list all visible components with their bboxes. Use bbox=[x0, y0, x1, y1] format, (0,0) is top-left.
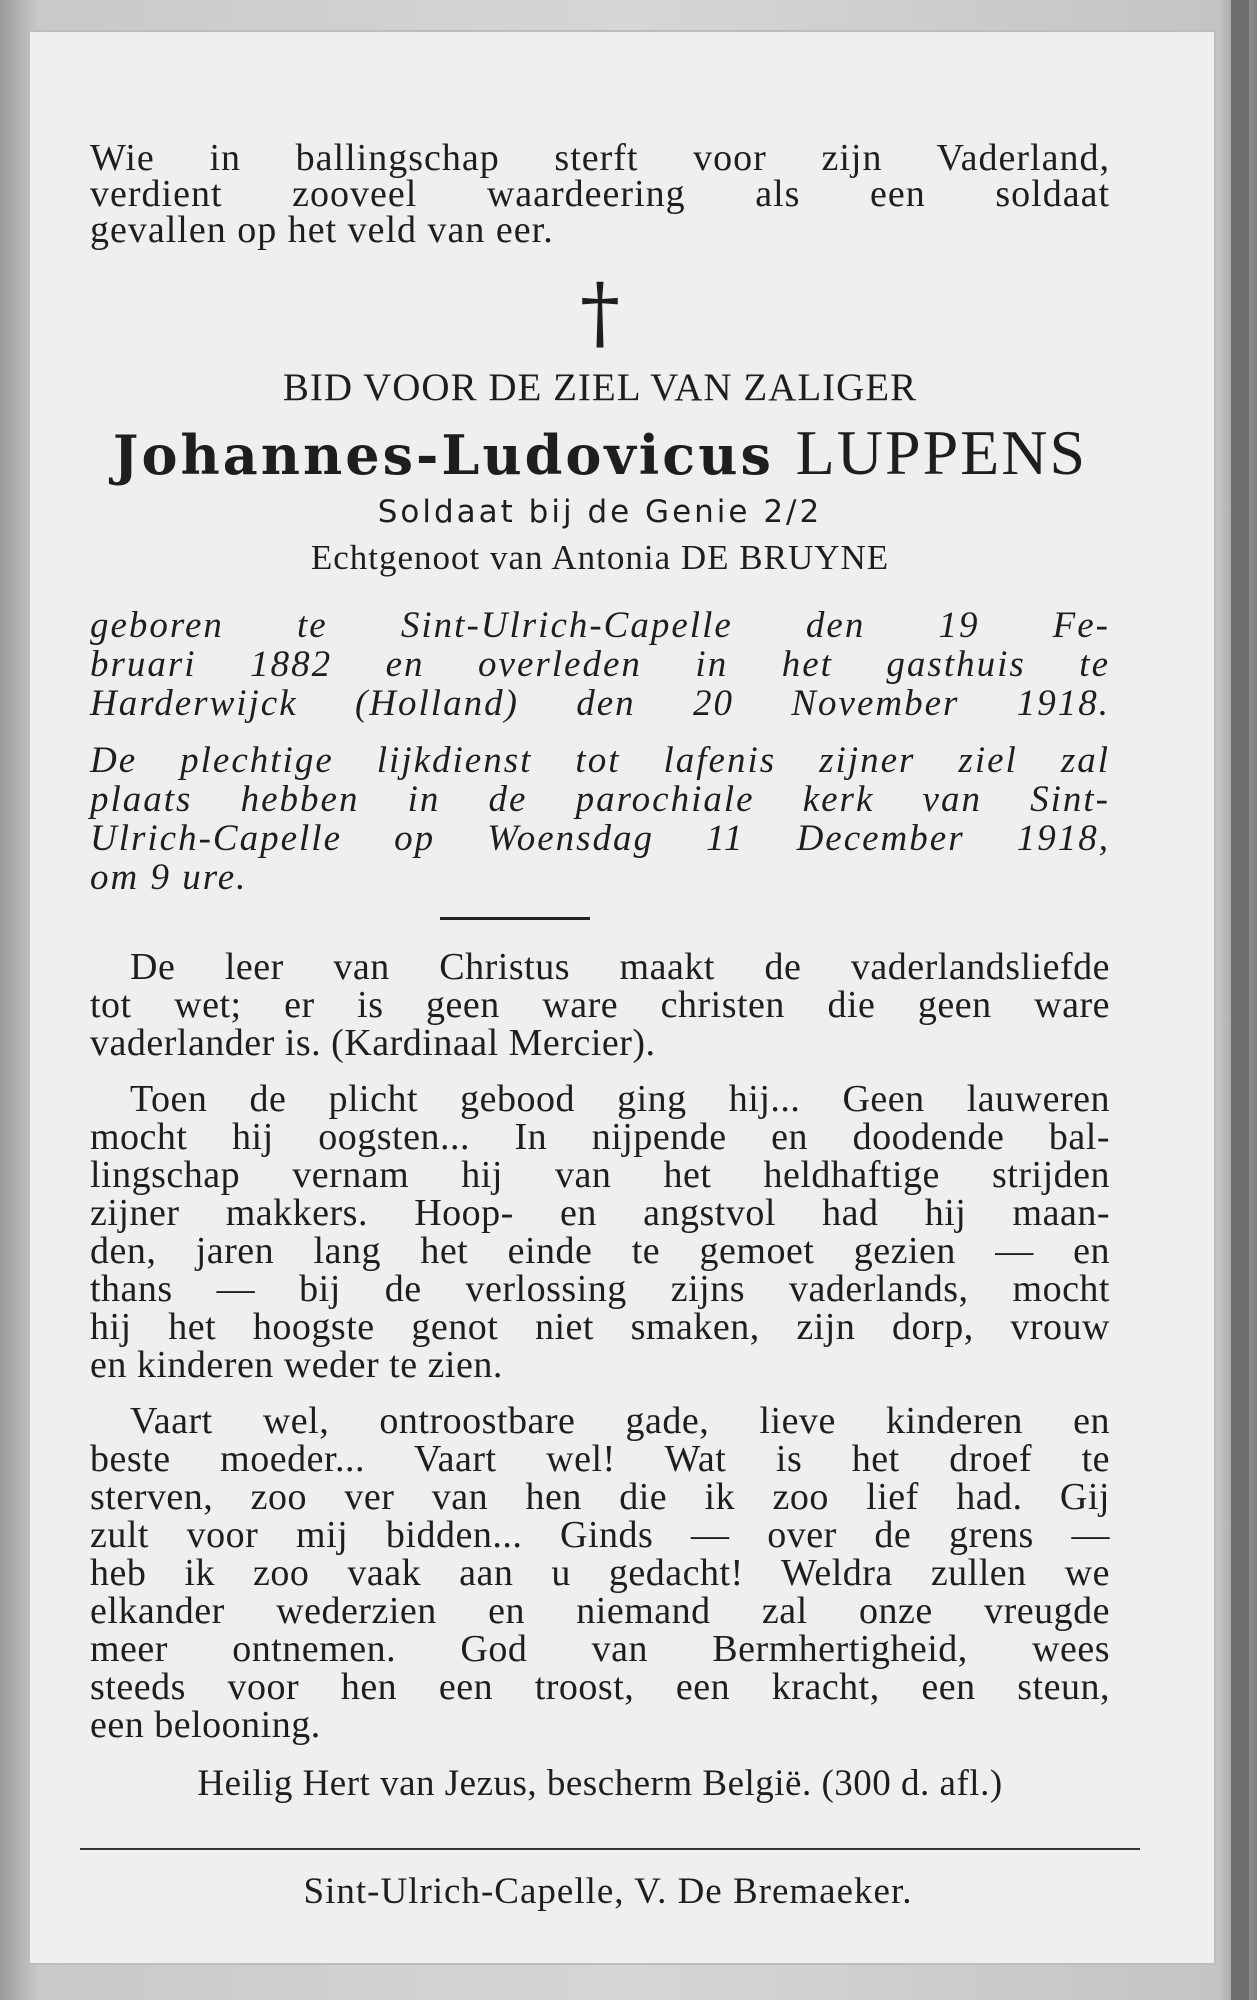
quote-paragraph bbox=[90, 948, 1110, 1062]
duty-line: en kinderen weder te zien. bbox=[90, 1344, 503, 1386]
military-rank: Soldaat bij de Genie 2/2 bbox=[377, 494, 823, 530]
farewell-line: elkander wederzien en niemand zal onze vreugde bbox=[90, 1590, 1110, 1632]
prayer-heading: BID VOOR DE ZIEL VAN ZALIGER bbox=[282, 366, 918, 409]
farewell-line: een belooning. bbox=[90, 1704, 321, 1746]
service-line: De plechtige lijkdienst tot lafenis zijner ziel zal bbox=[90, 740, 1110, 781]
duty-line: thans — bij de verlossing zijns vaderlands, mocht bbox=[90, 1268, 1110, 1310]
farewell-line: heb ik zoo vaak aan u gedacht! Weldra zullen we bbox=[90, 1552, 1110, 1594]
card-content bbox=[90, 137, 1110, 1805]
quote-line: vaderlander is. (Kardinaal Mercier). bbox=[90, 1022, 656, 1064]
duty-line: mocht hij oogsten... In nijpende en doodende bal- bbox=[90, 1116, 1110, 1158]
farewell-line: beste moeder... Vaart wel! Wat is het droef te bbox=[90, 1438, 1110, 1480]
cross-icon: † bbox=[580, 266, 620, 359]
service-line: Ulrich-Capelle op Woensdag 11 December 1918, bbox=[90, 818, 1110, 859]
birth-line: bruari 1882 en overleden in het gasthuis te bbox=[90, 644, 1110, 685]
birth-death-text bbox=[90, 606, 1110, 723]
first-names: Johannes-Ludovicus bbox=[112, 423, 774, 487]
quote-line: tot wet; er is geen ware christen die geen ware bbox=[90, 984, 1110, 1026]
deceased-name bbox=[90, 416, 1110, 490]
service-line: om 9 ure. bbox=[90, 857, 248, 898]
scan-edge bbox=[1231, 0, 1249, 2000]
duty-line: hij het hoogste genot niet smaken, zijn dorp, vrouw bbox=[90, 1306, 1110, 1348]
bottom-divider bbox=[80, 1848, 1140, 1850]
surname: LUPPENS bbox=[795, 417, 1088, 488]
printer-imprint: Sint-Ulrich-Capelle, V. De Bremaeker. bbox=[303, 1871, 913, 1912]
farewell-line: sterven, zoo ver van hen die ik zoo lief had. Gij bbox=[90, 1476, 1110, 1518]
spouse-line: Echtgenoot van Antonia DE BRUYNE bbox=[310, 538, 890, 577]
quote-line: De leer van Christus maakt de vaderlandsliefde bbox=[130, 946, 1110, 988]
farewell-paragraph bbox=[90, 1402, 1110, 1744]
birth-line: geboren te Sint-Ulrich-Capelle den 19 Fe- bbox=[90, 605, 1110, 646]
duty-line: lingschap vernam hij van het heldhaftige strijden bbox=[90, 1154, 1110, 1196]
duty-line: Toen de plicht gebood ging hij... Geen lauweren bbox=[130, 1078, 1110, 1120]
farewell-line: steeds voor hen een troost, een kracht, een steun, bbox=[90, 1666, 1110, 1708]
motto-line: gevallen op het veld van eer. bbox=[90, 209, 554, 251]
service-line: plaats hebben in de parochiale kerk van Sint- bbox=[90, 779, 1110, 820]
farewell-line: Vaart wel, ontroostbare gade, lieve kinderen en bbox=[130, 1400, 1110, 1442]
motto-line: Wie in ballingschap sterft voor zijn Vaderland, bbox=[90, 137, 1110, 179]
duty-line: zijner makkers. Hoop- en angstvol had hij maan- bbox=[90, 1192, 1110, 1234]
farewell-line: zult voor mij bidden... Ginds — over de grens — bbox=[90, 1514, 1110, 1556]
motto bbox=[90, 137, 1110, 251]
birth-line: Harderwijck (Holland) den 20 November 1918. bbox=[90, 683, 1110, 724]
divider bbox=[440, 917, 590, 920]
farewell-line: meer ontnemen. God van Bermhertigheid, wees bbox=[90, 1628, 1110, 1670]
duty-paragraph bbox=[90, 1080, 1110, 1384]
service-text bbox=[90, 741, 1110, 897]
motto-line: verdient zooveel waardeering als een soldaat bbox=[90, 173, 1110, 215]
duty-line: den, jaren lang het einde te gemoet gezien — en bbox=[90, 1230, 1110, 1272]
closing-prayer: Heilig Hert van Jezus, bescherm België. (300 d. afl.) bbox=[197, 1763, 1003, 1804]
